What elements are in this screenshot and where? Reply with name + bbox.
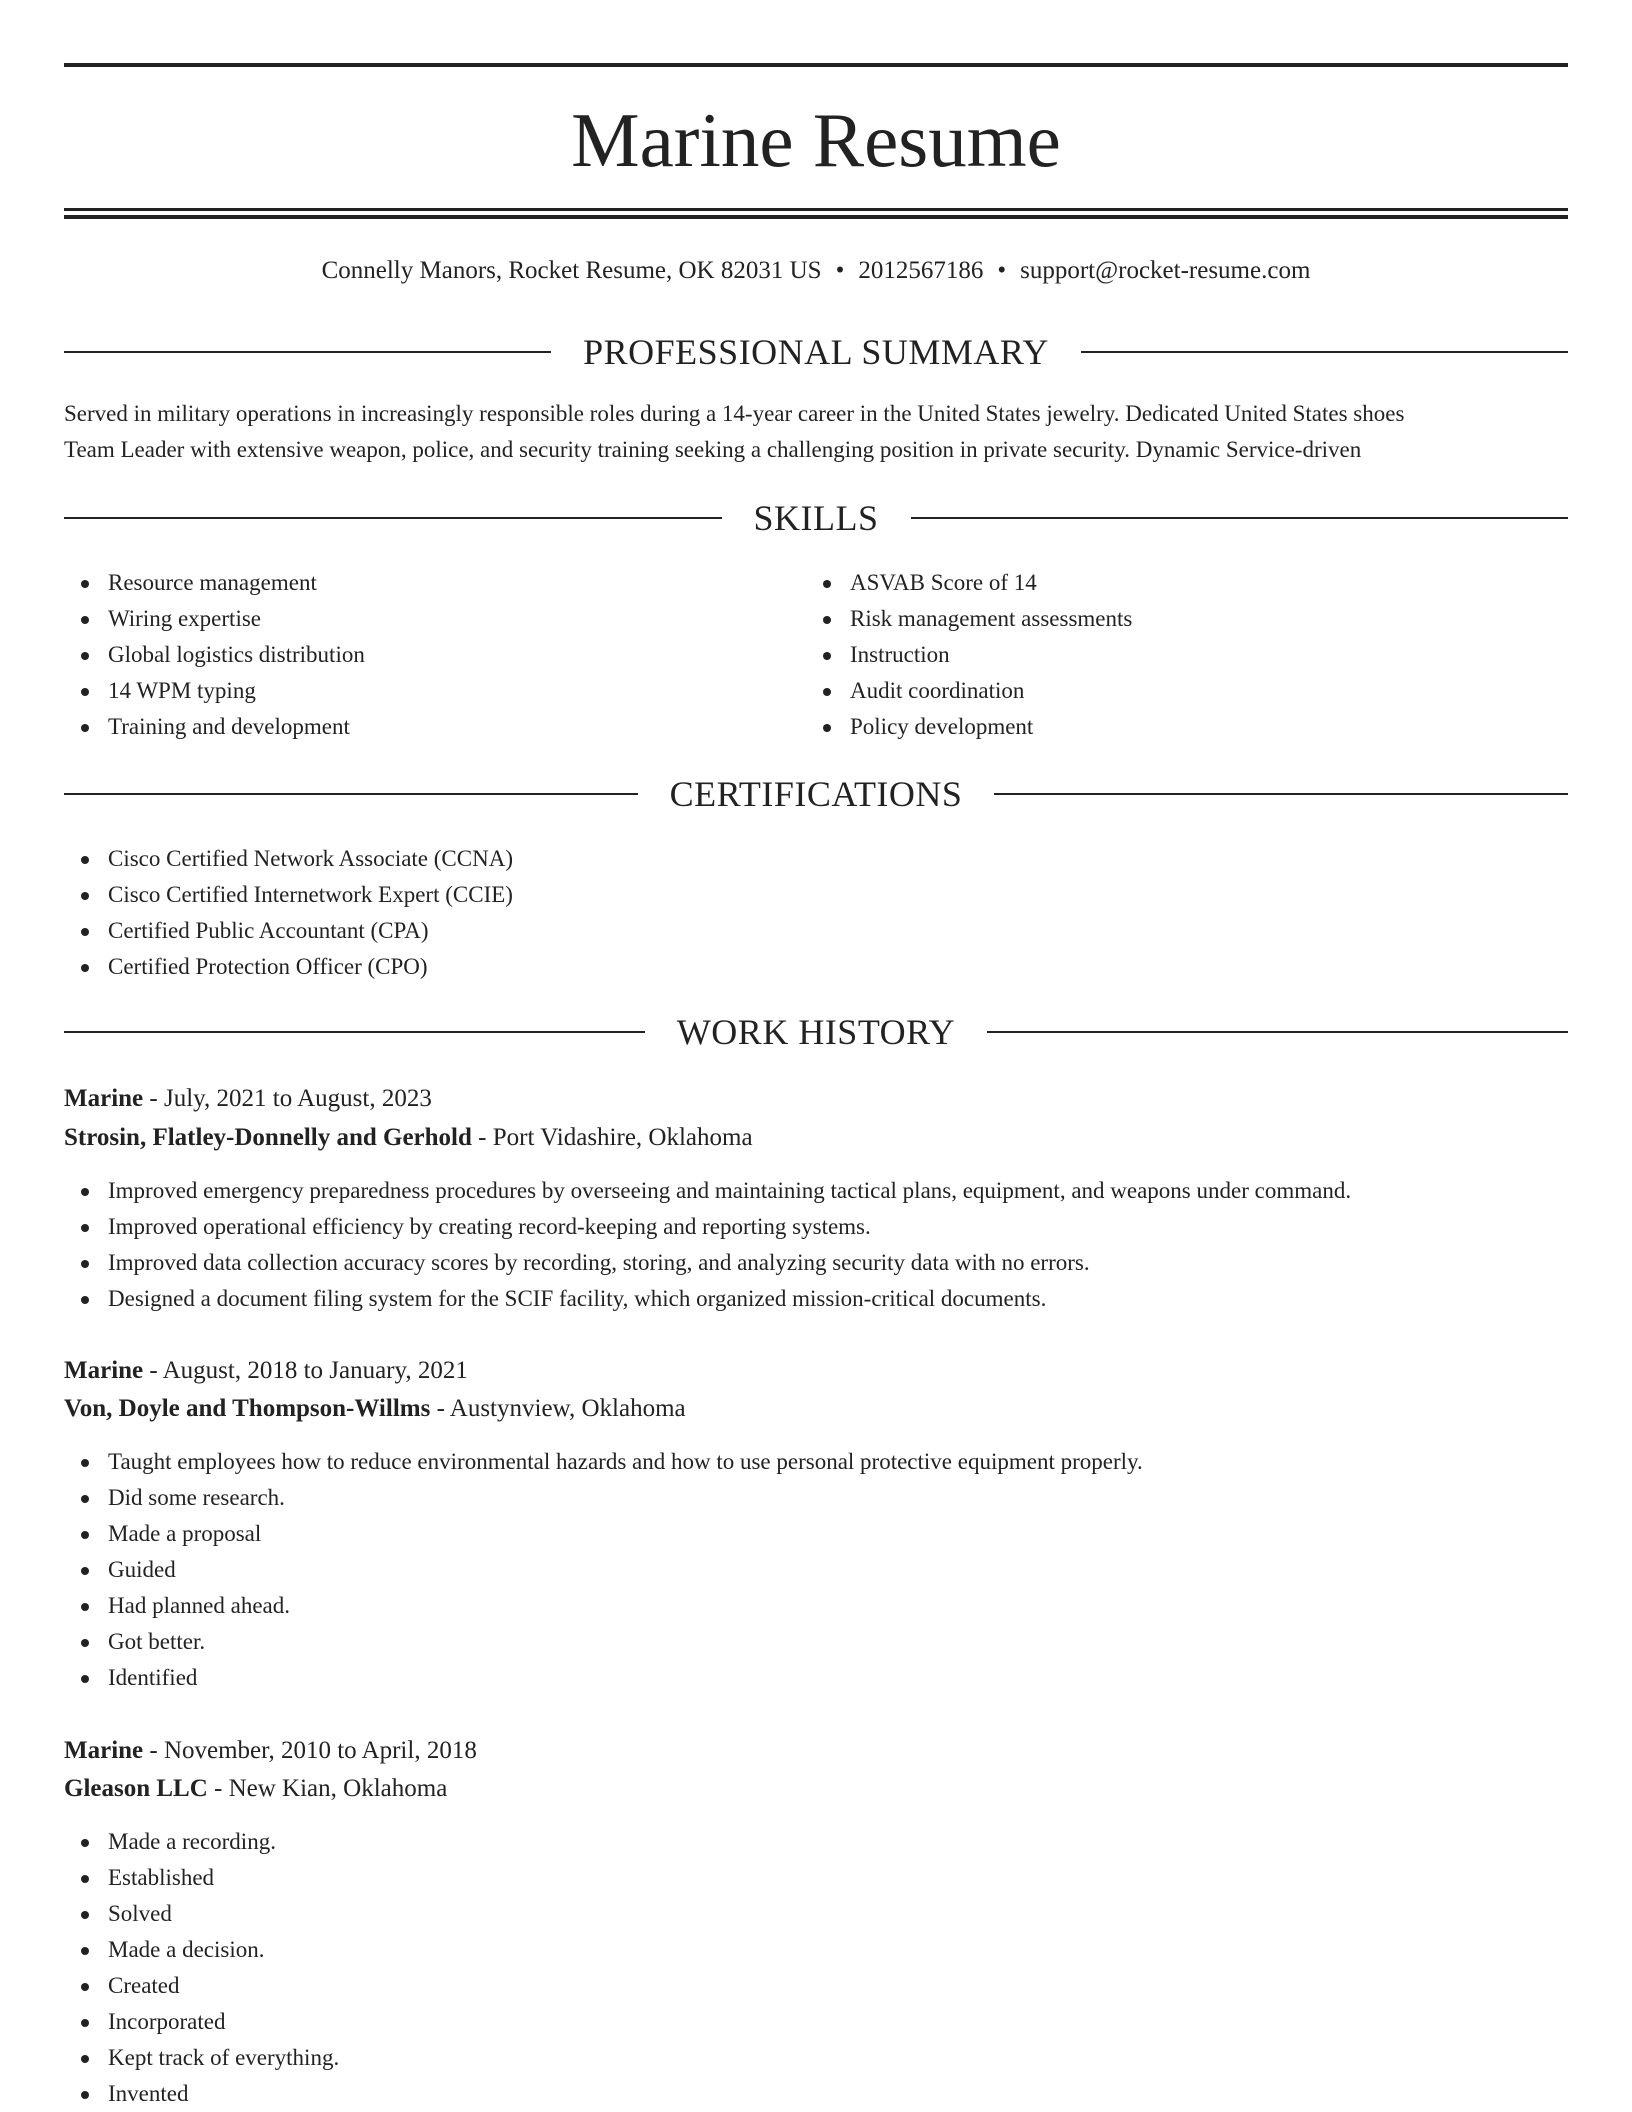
job-bullet: Made a decision. (64, 1932, 339, 1968)
skill-item: 14 WPM typing (64, 673, 365, 709)
certification-item: Certified Protection Officer (CPO) (64, 949, 513, 985)
section-header-certifications (64, 772, 1568, 816)
job-bullet: Created (64, 1968, 339, 2004)
job-title-line (64, 1080, 432, 1118)
skill-item: Training and development (64, 709, 365, 745)
certifications-list (64, 841, 513, 985)
job-bullet: Improved emergency preparedness procedures by overseeing and maintaining tactical plans, equipment, and weapons under command. (64, 1173, 1351, 1209)
section-rule (911, 517, 1569, 519)
skill-item: Policy development (806, 709, 1132, 745)
section-title-skills: SKILLS (753, 498, 879, 538)
certification-item: Cisco Certified Network Associate (CCNA) (64, 841, 513, 877)
job-bullets (64, 1173, 1351, 1317)
section-header-work-history (64, 1010, 1568, 1054)
job-location: - Austynview, Oklahoma (430, 1395, 686, 1422)
section-rule (64, 793, 638, 795)
skill-item: ASVAB Score of 14 (806, 565, 1132, 601)
contact-email: support@rocket-resume.com (1020, 257, 1311, 284)
contact-phone: 2012567186 (858, 257, 984, 284)
summary-text (64, 396, 1568, 468)
job-dates: - November, 2010 to April, 2018 (143, 1737, 477, 1764)
section-rule (64, 1031, 645, 1033)
job-title-line (64, 1352, 468, 1390)
job-company: Gleason LLC (64, 1775, 208, 1802)
resume-title: Marine Resume (571, 97, 1061, 183)
job-bullet: Incorporated (64, 2004, 339, 2040)
section-rule (987, 1031, 1568, 1033)
contact-line (64, 252, 1568, 290)
job-bullet: Got better. (64, 1624, 1143, 1660)
job-bullets (64, 1444, 1143, 1696)
job-location: - New Kian, Oklahoma (207, 1775, 448, 1802)
skill-item: Risk management assessments (806, 601, 1132, 637)
section-rule (994, 793, 1568, 795)
section-rule (64, 517, 722, 519)
job-title: Marine (64, 1357, 144, 1384)
job-title-line (64, 1732, 477, 1770)
contact-address: Connelly Manors, Rocket Resume, OK 82031 US (321, 257, 822, 284)
job-dates: - July, 2021 to August, 2023 (143, 1085, 432, 1112)
job-bullet: Made a recording. (64, 1824, 339, 1860)
job-company-line (64, 1390, 686, 1428)
job-dates: - August, 2018 to January, 2021 (143, 1357, 468, 1384)
skill-item: Resource management (64, 565, 365, 601)
job-bullet: Identified (64, 1660, 1143, 1696)
job-company-line (64, 1119, 753, 1157)
skills-list-right (806, 565, 1132, 745)
job-bullet: Taught employees how to reduce environmental hazards and how to use personal protective equipment properly. (64, 1444, 1143, 1480)
section-title-work-history: WORK HISTORY (676, 1012, 956, 1052)
skill-item: Global logistics distribution (64, 637, 365, 673)
job-location: - Port Vidashire, Oklahoma (471, 1124, 753, 1151)
job-bullet: Designed a document filing system for the SCIF facility, which organized mission-critical documents. (64, 1281, 1351, 1317)
skills-list-left (64, 565, 365, 745)
header-top-rule (64, 63, 1568, 67)
job-bullet: Had planned ahead. (64, 1588, 1143, 1624)
job-bullet: Improved operational efficiency by creating record-keeping and reporting systems. (64, 1209, 1351, 1245)
section-rule (64, 351, 551, 353)
job-title: Marine (64, 1085, 144, 1112)
job-bullet: Did some research. (64, 1480, 1143, 1516)
job-bullet: Kept track of everything. (64, 2040, 339, 2076)
contact-separator: • (835, 257, 845, 284)
section-header-summary (64, 330, 1568, 374)
section-title-summary: PROFESSIONAL SUMMARY (583, 332, 1049, 372)
job-bullet: Improved data collection accuracy scores by recording, storing, and analyzing security data with no errors. (64, 1245, 1351, 1281)
job-company: Von, Doyle and Thompson-Willms (64, 1395, 431, 1422)
job-company-line (64, 1770, 447, 1808)
job-bullet: Guided (64, 1552, 1143, 1588)
job-bullet: Solved (64, 1896, 339, 1932)
job-bullets (64, 1824, 339, 2112)
summary-line: Served in military operations in increasingly responsible roles during a 14-year career in the United States jewelry. Dedicated United States shoes (64, 401, 1405, 426)
job-bullet: Established (64, 1860, 339, 1896)
job-title: Marine (64, 1737, 144, 1764)
certification-item: Certified Public Accountant (CPA) (64, 913, 513, 949)
job-bullet: Made a proposal (64, 1516, 1143, 1552)
section-title-certifications: CERTIFICATIONS (669, 774, 963, 814)
summary-line: Team Leader with extensive weapon, police, and security training seeking a challenging position in private security. Dynamic Service-driven (64, 437, 1362, 462)
job-bullet: Invented (64, 2076, 339, 2112)
header-bottom-rule-2 (64, 215, 1568, 219)
contact-separator: • (997, 257, 1007, 284)
job-company: Strosin, Flatley-Donnelly and Gerhold (64, 1124, 472, 1151)
section-rule (1081, 351, 1568, 353)
certification-item: Cisco Certified Internetwork Expert (CCIE) (64, 877, 513, 913)
header-bottom-rule-1 (64, 208, 1568, 211)
skill-item: Wiring expertise (64, 601, 365, 637)
skill-item: Audit coordination (806, 673, 1132, 709)
section-header-skills (64, 496, 1568, 540)
skill-item: Instruction (806, 637, 1132, 673)
